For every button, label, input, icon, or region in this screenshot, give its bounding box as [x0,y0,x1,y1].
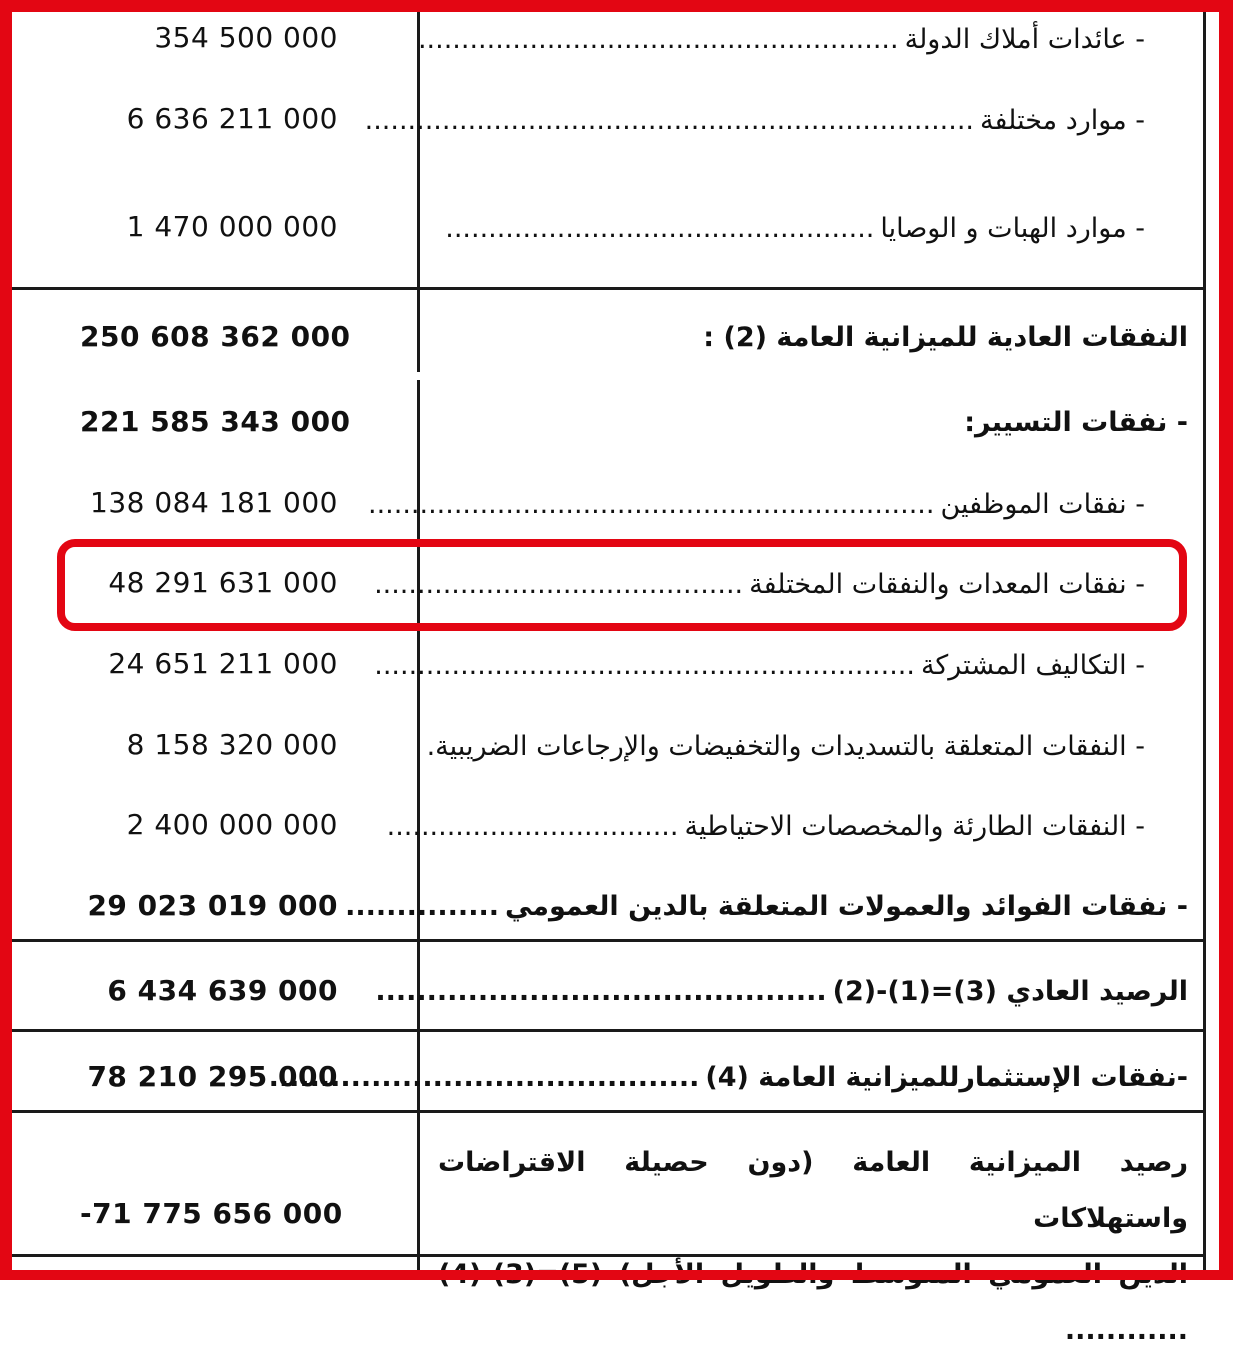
section-heading: - نفقات التسيير: [964,407,1188,438]
section-heading: الرصيد العادي (3)=(1)-(2)............................................ [375,976,1188,1007]
row-label: - نفقات المعدات والنفقات المختلفة........................................... [374,569,1145,600]
row-label: - موارد الهبات و الوصايا.................................................. [445,213,1145,244]
row-amount: 6 636 211 000 [126,102,338,135]
row-label: - النفقات المتعلقة بالتسديدات والتخفيضات والإرجاعات الضريبية. [426,731,1145,762]
section-heading: - نفقات الفوائد والعمولات المتعلقة بالدين العمومي............... [345,891,1188,922]
row-label: - نفقات الموظفين.................................................................. [368,489,1145,520]
general-budget-balance-label [438,1135,1188,1359]
row-divider [0,287,1206,290]
balance-label-line-2: الدين العمومي المتوسط والطويل الأجل) (5)=(3)-(4) ............ [438,1259,1188,1346]
column-divider [417,12,420,372]
row-amount: 6 434 639 000 [107,974,338,1007]
general-budget-balance-amount: -71 775 656 000 [80,1197,343,1230]
row-label: - موارد مختلفة....................................................................... [364,105,1145,136]
row-divider [0,1110,1206,1113]
row-amount: 250 608 362 000 [80,320,351,353]
row-divider [0,939,1206,942]
table-right-border [1203,12,1206,1270]
row-divider [0,1029,1206,1032]
highlight-box [57,539,1187,631]
row-amount: 48 291 631 000 [108,566,338,599]
row-label: - التكاليف المشتركة............................................................... [374,650,1145,681]
section-heading: -نفقات الإستثمارللميزانية العامة (4).......................................... [268,1062,1188,1093]
row-amount: 29 023 019 000 [87,889,338,922]
row-amount: 78 210 295 000 [87,1060,338,1093]
row-amount: 8 158 320 000 [126,728,338,761]
row-label: - عائدات أملاك الدولة........................................................ [417,24,1145,55]
row-amount: 2 400 000 000 [126,808,338,841]
row-amount: 354 500 000 [154,21,338,54]
balance-label-line-1: رصيد الميزانية العامة (دون حصيلة الاقتراضات واستهلاكات [438,1147,1188,1234]
row-amount: 1 470 000 000 [126,210,338,243]
row-label: - النفقات الطارئة والمخصصات الاحتياطية.................................. [386,811,1145,842]
row-amount: 221 585 343 000 [80,405,351,438]
row-amount: 138 084 181 000 [90,486,338,519]
row-amount: 24 651 211 000 [108,647,338,680]
section-heading: النفقات العادية للميزانية العامة (2) : [703,322,1188,353]
